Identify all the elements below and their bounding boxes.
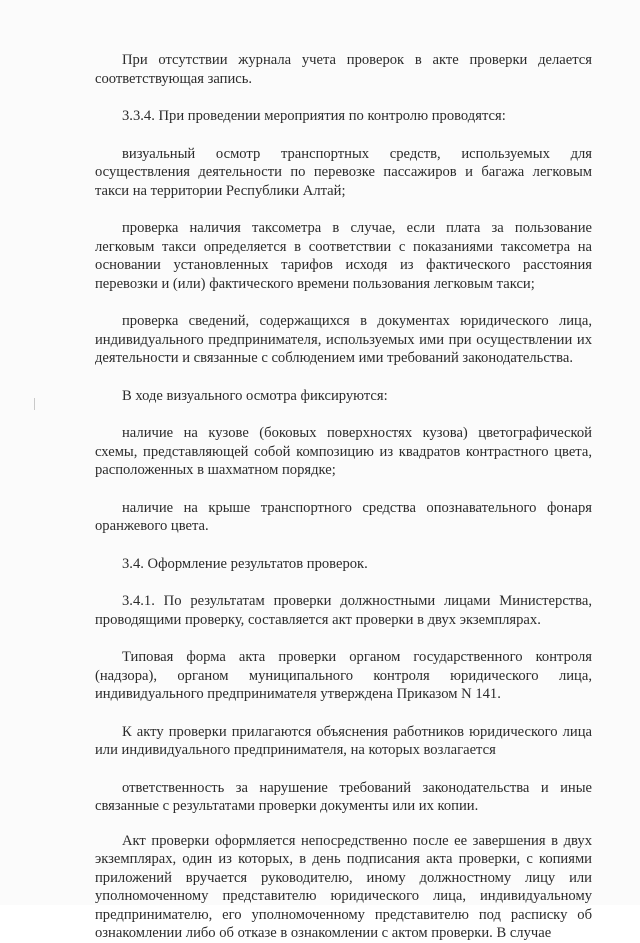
paragraph-taximeter-check: проверка наличия таксометра в случае, если плата за пользование легковым такси определяется в соответствии с показаниями таксометра на основании установленных тарифов исходя из фактического расстояния перевозки и (или) фактического времени пользования легковым такси; <box>95 220 592 292</box>
paragraph-act-execution: Акт проверки оформляется непосредственно после ее завершения в двух экземплярах, один из которых, в день подписания акта проверки, с копиями приложений вручается руководителю, иному должностному лицу или уполномоченному представителю юридического лица, индивидуальному предпринимателю, его уполномоченному представителю под расписку об ознакомлении либо об отказе в ознакомлении с актом проверки. В случае <box>95 832 592 941</box>
paragraph-3-3-4: 3.3.4. При проведении мероприятия по контролю проводятся: <box>122 108 506 124</box>
paragraph-standard-form: Типовая форма акта проверки органом государственного контроля (надзора), органом муниципального контроля юридического лица, индивидуального предпринимателя утверждена Приказом N 141. <box>95 649 592 702</box>
paragraph-visual-inspection: визуальный осмотр транспортных средств, используемых для осуществления деятельности по перевозке пассажиров и багажа легковым такси на территории Республики Алтай; <box>95 145 592 199</box>
paragraph-3-4-heading: 3.4. Оформление результатов проверок. <box>122 555 368 572</box>
paragraph-roof-lamp: наличие на крыше транспортного средства опознавательного фонаря оранжевого цвета. <box>95 499 592 534</box>
paragraph-journal-note: При отсутствии журнала учета проверок в акте проверки делается соответствующая запись. <box>95 52 592 87</box>
paragraph-responsibility: ответственность за нарушение требований законодательства и иные связанные с результатами проверки документы или их копии. <box>95 779 592 814</box>
paragraph-documents-check: проверка сведений, содержащихся в документах юридического лица, индивидуального предпринимателя, используемых ими при осуществлении их деятельности и связанные с соблюдением ими требований законодательства. <box>95 313 592 366</box>
scan-artifact <box>34 398 35 410</box>
paragraph-explanations: К акту проверки прилагаются объяснения работников юридического лица или индивидуального предпринимателя, на которых возлагается <box>95 723 592 758</box>
paragraph-3-4-1: 3.4.1. По результатам проверки должностными лицами Министерства, проводящими проверку, составляется акт проверки в двух экземплярах. <box>95 593 592 628</box>
paragraph-recorded-items: В ходе визуального осмотра фиксируются: <box>122 387 388 404</box>
paragraph-color-scheme: наличие на кузове (боковых поверхностях кузова) цветографической схемы, представляющей собой композицию из квадратов контрастного цвета, расположенных в шахматном порядке; <box>95 425 592 478</box>
document-body <box>95 51 592 943</box>
